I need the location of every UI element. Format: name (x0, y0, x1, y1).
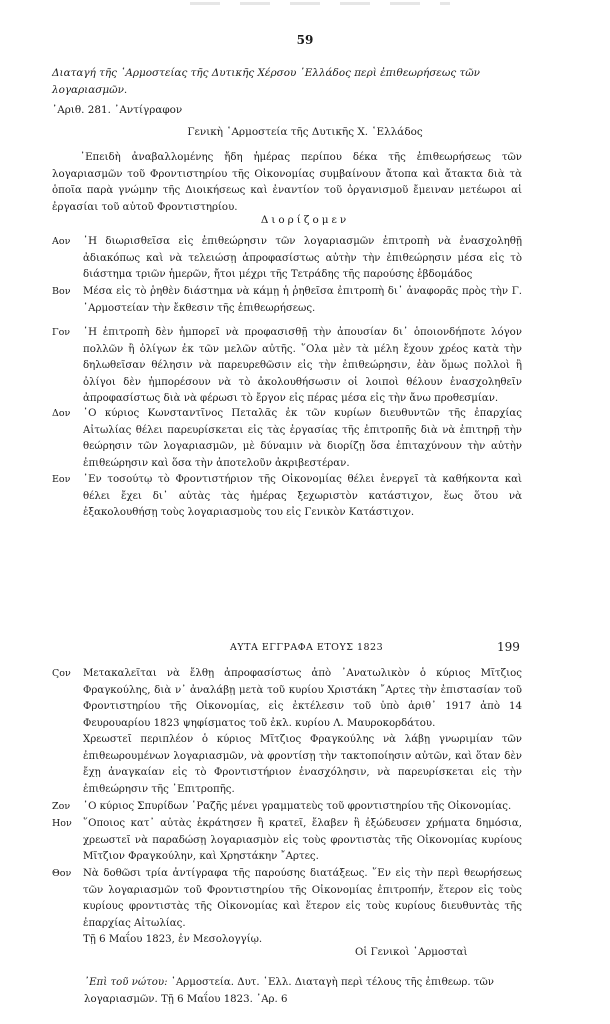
item-text: Νὰ δοθῶσι τρία ἀντίγραφα τῆς παρούσης διατάξεως. ῞Εν εἰς τὴν περὶ θεωρήσεως τῶν λογαριασμῶν τοῦ Φροντιστηρίου τῆς Οἰκονομίας ἐπιτροπήν, ἕτερον εἰς τοὺς κυρίους φροντιστὰς τῆς Οἰκονομίας καὶ ἕτερον εἰς τοὺς κυρίους διευθυντὰς τῆς ἐπαρχίας Αἰτωλίας. (83, 868, 522, 929)
list-item (52, 284, 522, 317)
list-item (52, 799, 522, 816)
running-head: ΑΥΤΑ ΕΓΓΡΑΦΑ ΕΤΟΥΣ 1823 (230, 642, 384, 653)
signature: Οἱ Γενικοὶ ῾Αρμοσταὶ (355, 947, 468, 958)
page-number-bottom: 199 (497, 640, 520, 654)
item-text: ᾿Εν τοσούτῳ τὸ Φροντιστήριον τῆς Οἰκονομίας θέλει ἐνεργεῖ τὰ καθήκοντα καὶ θέλει ἔχει δι᾿ αὐτὰς τὰς ἡμέρας ξεχωριστὸν κατάστιχον, ἕως ὅτου νὰ ἐξακολουθήσῃ τοὺς λογαριασμοὺς του εἰς Γενικὸν Κατάστιχον. (83, 474, 522, 518)
item-label: Βον (52, 286, 71, 297)
preamble-paragraph: ᾿Επειδὴ ἀναβαλλομένης ἤδη ἡμέρας περίπου δέκα τῆς ἐπιθεωρήσεως τῶν λογαριασμῶν τοῦ Φροντιστηρίου τῆς Οἰκονομίας συμβαίνουν ἄτοπα καὶ ἄτακτα διὰ τὰ ὁποῖα παρὰ γνώμην τῆς Διοικήσεως καὶ ἐναντίον τοῦ ὀργανισμοῦ ἔμειναν μετέωροι αἱ ἐργασίαι τοῦ αὐτοῦ Φροντιστηρίου. (52, 152, 522, 213)
decree-heading: Διορίζομεν (260, 214, 350, 226)
list-item (52, 866, 522, 949)
list-item (52, 325, 522, 408)
item-text-continued: Χρεωστεῖ περιπλέον ὁ κύριος Μῖτζιος Φραγκούλης νὰ λάβῃ γνωριμίαν τῶν ἐπιθεωρουμένων λογαριασμῶν, νὰ φροντίσῃ τὴν τακτοποίησιν αὐτῶν, καὶ ὅταν δὲν ἔχῃ ἀναγκαίαν εἰς τὸ Φροντιστήριον ἐνασχόλησιν, νὰ παρευρίσκεται εἰς τὴν ἐπιθεώρησιν τῆς ᾿Επιτροπῆς. (83, 734, 522, 795)
item-label: Ϛον (52, 668, 71, 679)
item-label: Εον (52, 474, 71, 485)
item-label: Αον (52, 236, 71, 247)
page-number-top: 59 (296, 33, 314, 47)
item-label: Ζον (52, 801, 71, 812)
item-text: Μετακαλεῖται νὰ ἔλθῃ ἀπροφασίστως ἀπὸ ᾿Ανατωλικὸν ὁ κύριος Μῖτζιος Φραγκούλης, διὰ ν᾿ ἀναλάβῃ μετὰ τοῦ κυρίου Χριστάκη ῎Αρτες τὴν ἐπιστασίαν τοῦ Φροντιστηρίου τῆς Οἰκονομίας, εἰς ἐκτέλεσιν τοῦ ὑπὸ ἀριθ᾿ 1917 ἀπὸ 14 Φευρουαρίου 1823 ψηφίσματος τοῦ ἐκλ. κυρίου Λ. Μαυροκορδάτου. (83, 668, 522, 729)
issuer-heading: Γενικὴ ῾Αρμοστεία τῆς Δυτικῆς Χ. ῾Ελλάδος (187, 126, 423, 138)
list-item (52, 816, 522, 866)
list-item (52, 666, 522, 798)
list-item (52, 472, 522, 522)
item-text: Μέσα εἰς τὸ ῥηθὲν διάστημα νὰ κάμῃ ἡ ῥηθεῖσα ἐπιτροπὴ δι᾿ ἀναφορᾶς πρὸς τὴν Γ. ῾Αρμοστείαν τὴν ἔκθεσιν τῆς ἐπιθεωρήσεως. (83, 286, 522, 314)
item-text: ῾Η διωρισθεῖσα εἰς ἐπιθεώρησιν τῶν λογαριασμῶν ἐπιτροπὴ νὰ ἐνασχοληθῇ ἀδιακόπως καὶ νὰ τελειώσῃ ἀπροφασίστως αὐτὴν τὴν ἐπιθεώρησιν μέσα εἰς τὸ διάστημα τριῶν ἡμερῶν, ἤτοι μέχρι τῆς Τετράδης τῆς παρούσης ἑβδομάδος (83, 236, 522, 280)
date-place-line: Τῇ 6 Μαΐου 1823, ἐν Μεσολογγίῳ. (83, 934, 263, 945)
item-label: Γον (52, 327, 71, 338)
item-label: Ηον (52, 818, 72, 829)
item-text: ῞Οποιος κατ᾿ αὐτὰς ἐκράτησεν ἢ κρατεῖ, ἔλαβεν ἢ ἐξώδευσεν χρήματα δημόσια, χρεωστεῖ νὰ παραδώσῃ λογαριασμὸν εἰς τοὺς φροντιστὰς τῆς Οἰκονομίας κυρίους Μῖτζιον Φραγκούλην, καὶ Χρηστάκην ῎Αρτες. (83, 818, 522, 862)
endorsement-text: ῾Αρμοστεία. Δυτ. ῾Ελλ. Διαταγὴ περὶ τέλους τῆς ἐπιθεωρ. τῶν λογαριασμῶν. Τῇ 6 Μαΐου 1823. ᾿Αρ. 6 (84, 977, 494, 1005)
endorsement-note (84, 975, 524, 1008)
item-text: ῾Η ἐπιτροπὴ δὲν ἠμπορεῖ νὰ προφασισθῇ τὴν ἀπουσίαν δι᾿ ὁποιονδήποτε λόγον πολλῶν ἢ ὀλίγων ἐκ τῶν μελῶν αὐτῆς. ῞Ολα μὲν τὰ μέλη ἔχουν χρέος κατὰ τὴν δηλωθεῖσαν θέλησιν νὰ παρευρεθῶσιν εἰς τὴν ἐπιθεώρησιν, ἐὰν ὅμως πολλοὶ ἢ ὀλίγοι δὲν ἠμπορέσουν νὰ τὸ ἀκολουθήσωσιν οἱ λοιποὶ θέλουν ἐνασχοληθεῖν ἀπροφασίστως διὰ νὰ φέρωσι τὸ ἔργον εἰς πέρας μέσα εἰς τὴν ἄνω προθεσμίαν. (83, 327, 522, 404)
endorsement-label: ᾿Επὶ τοῦ νώτου: (84, 977, 168, 988)
list-item (52, 406, 522, 472)
item-text: ῾Ο κύριος Κωνσταντῖνος Πεταλᾶς ἐκ τῶν κυρίων διευθυντῶν τῆς ἐπαρχίας Αἰτωλίας θέλει παρευρίσκεται εἰς τὰς ἐργασίας τῆς ἐπιτροπῆς διὰ νὰ ἐπιτηρῇ τὴν θεώρησιν τῶν λογαριασμῶν, μὲ δύναμιν νὰ διορίζῃ ὅσα ἐπιταχύνουν τὴν αὐτὴν ἐπιθεώρησιν καὶ ὅσα τὴν ἀποτελοῦν ἀκριβεστέραν. (83, 408, 522, 469)
document-title: Διαταγή τῆς ῾Αρμοστείας τῆς Δυτικῆς Χέρσου ῾Ελλάδος περὶ ἐπιθεωρήσεως τῶν λογαριασμῶν. (52, 67, 480, 96)
item-text: ῾Ο κύριος Σπυρίδων ῾Ραζῆς μένει γραμματεὺς τοῦ φροντιστηρίου τῆς Οἰκονομίας. (83, 801, 512, 812)
document-number-line: ᾿Αριθ. 281. ᾿Αντίγραφον (52, 104, 183, 116)
item-label: Θον (52, 868, 72, 879)
cropped-previous-line (190, 2, 450, 5)
item-label: Δον (52, 408, 71, 419)
list-item (52, 234, 522, 284)
